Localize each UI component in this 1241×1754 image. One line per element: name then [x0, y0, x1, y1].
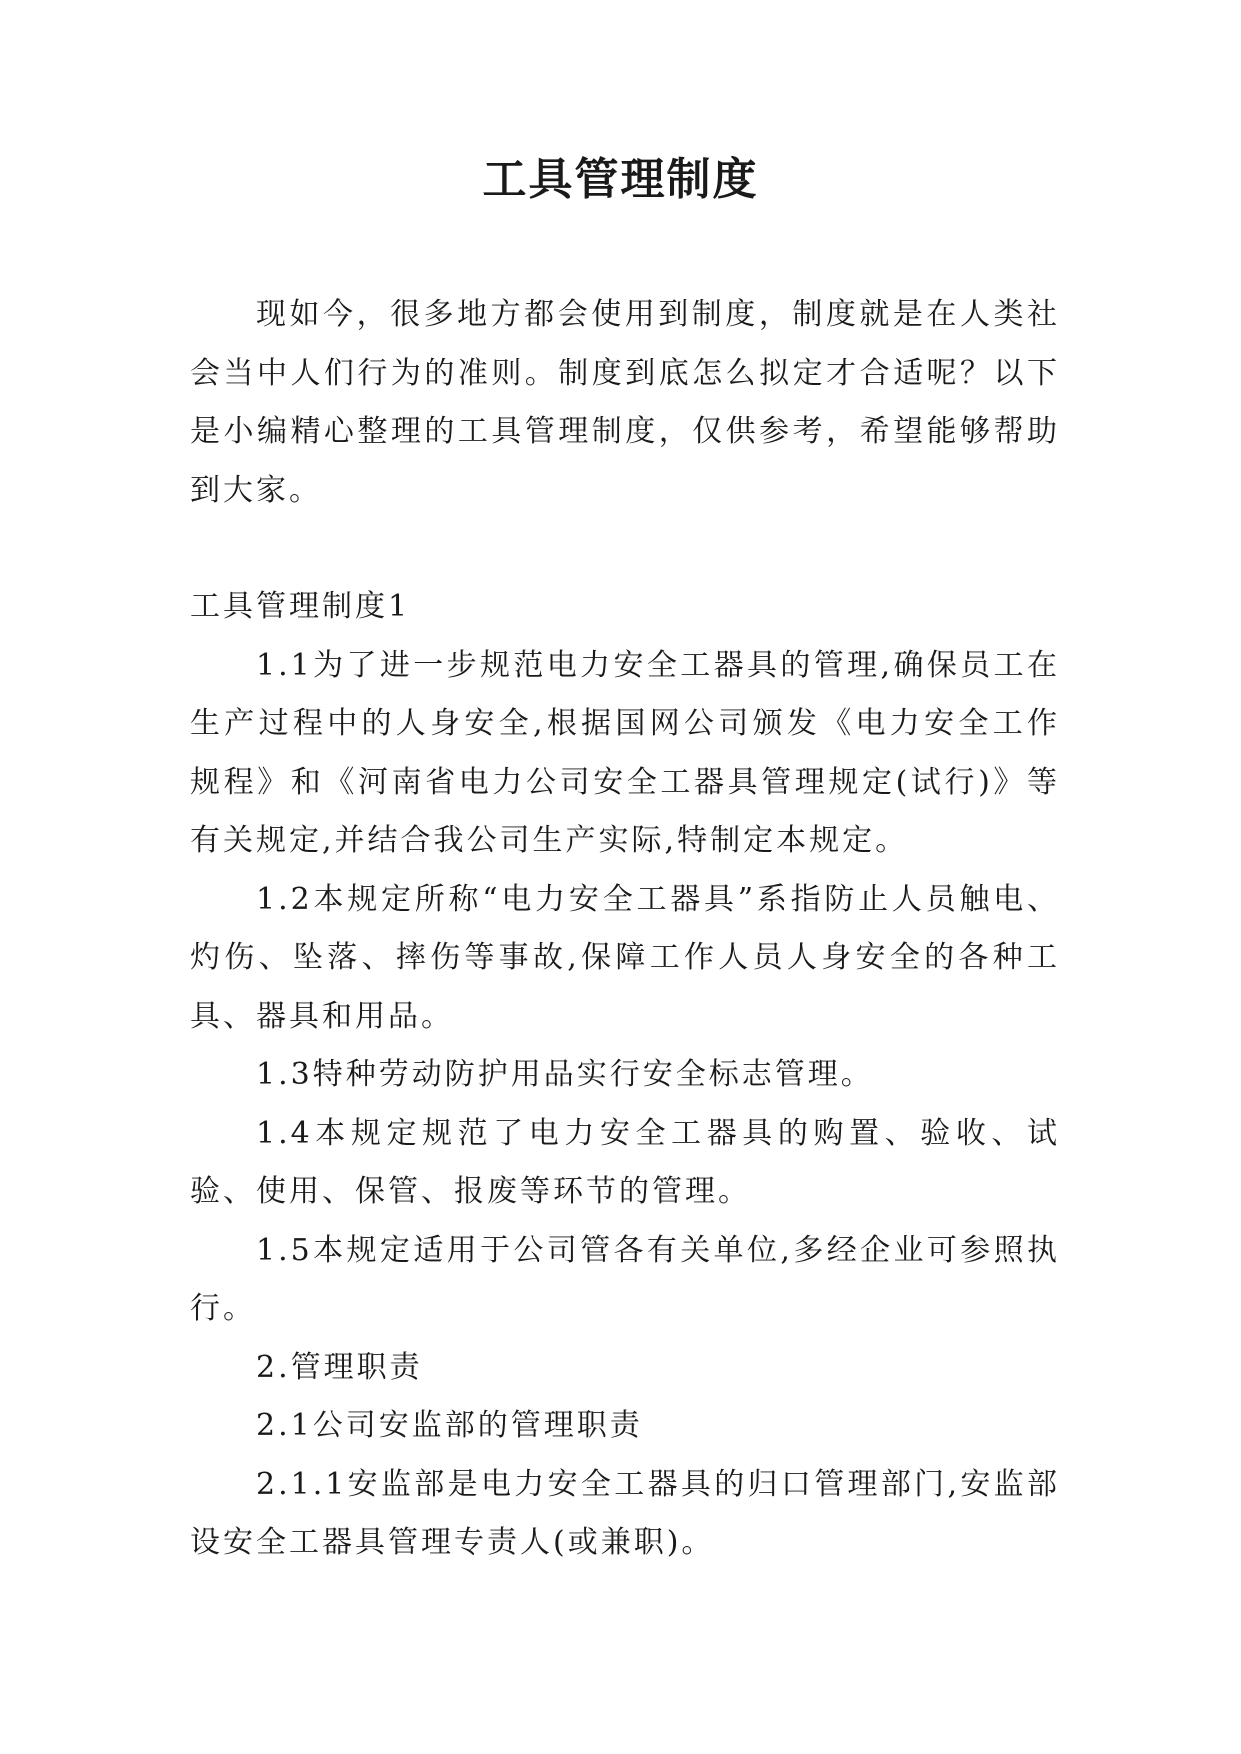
paragraph-1-3: 1.3特种劳动防护用品实行安全标志管理。 — [256, 1057, 874, 1092]
paragraph-1-1: 1.1为了进一步规范电力安全工器具的管理,确保员工在生产过程中的人身安全,根据国网公司颁发《电力安全工作规程》和《河南省电力公司安全工器具管理规定(试行)》等有关规定,并结合我公司生产实际,特制定本规定。 — [190, 647, 1060, 858]
paragraph-1-5: 1.5本规定适用于公司管各有关单位,多经企业可参照执行。 — [190, 1232, 1060, 1326]
paragraph-2-1: 2.1公司安监部的管理职责 — [256, 1408, 643, 1443]
section-heading: 工具管理制度1 — [190, 589, 411, 624]
paragraph-1-4: 1.4本规定规范了电力安全工器具的购置、验收、试验、使用、保管、报废等环节的管理。 — [190, 1115, 1060, 1209]
document-body — [190, 286, 1060, 1573]
intro-paragraph: 现如今，很多地方都会使用到制度，制度就是在人类社会当中人们行为的准则。制度到底怎么拟定才合适呢？以下是小编精心整理的工具管理制度，仅供参考，希望能够帮助到大家。 — [190, 297, 1060, 508]
paragraph-2-1-1: 2.1.1安监部是电力安全工器具的归口管理部门,安监部设安全工器具管理专责人(或兼职)。 — [190, 1466, 1060, 1560]
paragraph-2: 2.管理职责 — [256, 1349, 423, 1385]
document-title: 工具管理制度 — [482, 154, 759, 205]
paragraph-1-2: 1.2本规定所称“电力安全工器具”系指防止人员触电、灼伤、坠落、摔伤等事故,保障工作人员人身安全的各种工具、器具和用品。 — [190, 881, 1060, 1034]
